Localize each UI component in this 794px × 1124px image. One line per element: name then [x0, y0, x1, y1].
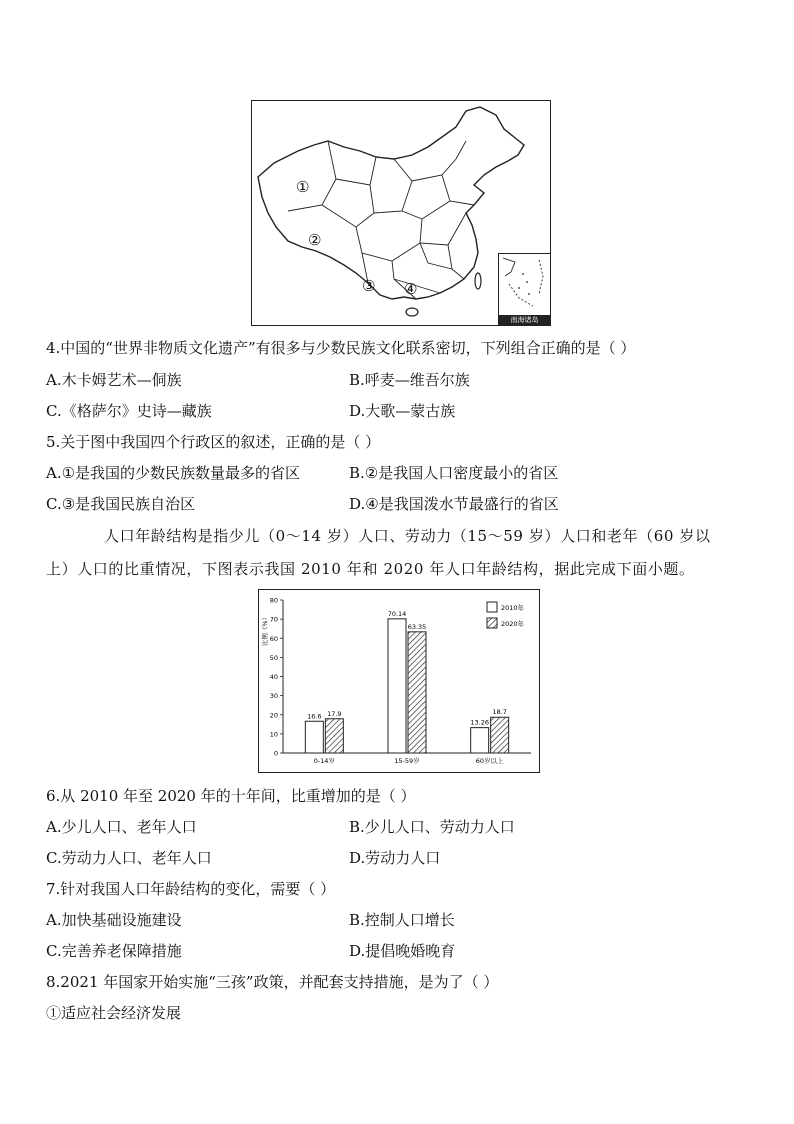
x-tick-label: 0-14岁 — [313, 757, 335, 765]
q7-stem: 7.针对我国人口年龄结构的变化，需要（ ） — [46, 880, 336, 898]
bar-2020年-15-59岁 — [408, 632, 426, 753]
bar-2020年-0-14岁 — [325, 719, 343, 753]
q5-option-c: C.③是我国民族自治区 — [46, 495, 196, 513]
q4-option-d: D.大歌—蒙古族 — [349, 402, 456, 420]
bar-2010年-0-14岁 — [305, 721, 323, 753]
south-china-sea-inset — [498, 253, 550, 325]
q4-stem: 4.中国的“世界非物质文化遗产”有很多与少数民族文化联系密切，下列组合正确的是（ ） — [46, 339, 636, 357]
legend-label: 2020年 — [501, 620, 525, 628]
china-map-figure — [251, 100, 551, 326]
passage — [46, 520, 746, 586]
q5-option-b: B.②是我国人口密度最小的省区 — [349, 464, 559, 482]
q6-option-a: A.少儿人口、老年人口 — [46, 818, 197, 836]
bar-2010年-15-59岁 — [388, 619, 406, 753]
bar-2020年-60岁以上 — [491, 717, 509, 753]
q6-option-c: C.劳动力人口、老年人口 — [46, 849, 212, 867]
y-tick-label: 80 — [269, 596, 278, 605]
y-tick-label: 10 — [269, 730, 278, 739]
map-marker-3: ③ — [362, 277, 376, 295]
map-marker-1: ① — [296, 178, 310, 196]
data-label: 18.7 — [492, 708, 507, 717]
data-label: 13.26 — [470, 718, 489, 727]
q7-option-d: D.提倡晚婚晚育 — [349, 942, 456, 960]
y-tick-label: 0 — [273, 749, 278, 758]
legend-label: 2010年 — [501, 604, 525, 612]
q6-option-b: B.少儿人口、劳动力人口 — [349, 818, 515, 836]
data-label: 17.9 — [327, 709, 342, 718]
data-label: 16.6 — [307, 712, 322, 721]
q8-stem: 8.2021 年国家开始实施“三孩”政策，并配套支持措施，是为了（ ） — [46, 973, 499, 991]
bar-chart-svg — [259, 590, 539, 772]
map-marker-4: ④ — [404, 280, 418, 298]
x-tick-label: 15-59岁 — [394, 757, 420, 765]
q7-option-c: C.完善养老保障措施 — [46, 942, 182, 960]
q5-option-a: A.①是我国的少数民族数量最多的省区 — [46, 464, 301, 482]
x-tick-label: 60岁以上 — [475, 757, 504, 765]
inset-islands-map — [499, 254, 549, 314]
y-tick-label: 70 — [269, 615, 278, 624]
passage-line-2: 上）人口的比重情况，下图表示我国 2010 年和 2020 年人口年龄结构，据此完成下面小题。 — [46, 560, 695, 578]
q6-option-d: D.劳动力人口 — [349, 849, 441, 867]
q4-option-c: C.《格萨尔》史诗—藏族 — [46, 402, 212, 420]
q7-option-a: A.加快基础设施建设 — [46, 911, 182, 929]
q4-option-a: A.木卡姆艺术—侗族 — [46, 371, 182, 389]
legend-swatch — [487, 602, 497, 612]
bar-2010年-60岁以上 — [471, 728, 489, 753]
y-tick-label: 30 — [269, 692, 278, 701]
y-tick-label: 20 — [269, 711, 278, 720]
y-tick-label: 60 — [269, 634, 278, 643]
passage-line-1: 人口年龄结构是指少儿（0～14 岁）人口、劳动力（15～59 岁）人口和老年（60 岁以 — [104, 527, 711, 545]
q6-stem: 6.从 2010 年至 2020 年的十年间，比重增加的是（ ） — [46, 787, 416, 805]
y-tick-label: 50 — [269, 653, 278, 662]
q7-option-b: B.控制人口增长 — [349, 911, 455, 929]
q5-option-d: D.④是我国泼水节最盛行的省区 — [349, 495, 559, 513]
map-marker-2: ② — [308, 231, 322, 249]
data-label: 70.14 — [387, 609, 407, 618]
q5-stem: 5.关于图中我国四个行政区的叙述，正确的是（ ） — [46, 433, 381, 451]
data-label: 63.35 — [407, 622, 427, 631]
inset-label: 南海诸岛 — [499, 315, 550, 325]
y-axis-label: 比例（%） — [261, 613, 269, 647]
y-tick-label: 40 — [269, 673, 278, 681]
age-structure-chart — [258, 589, 540, 773]
legend-swatch — [487, 618, 497, 628]
q4-option-b: B.呼麦—维吾尔族 — [349, 371, 470, 389]
q8-item-1: ①适应社会经济发展 — [46, 1004, 182, 1022]
